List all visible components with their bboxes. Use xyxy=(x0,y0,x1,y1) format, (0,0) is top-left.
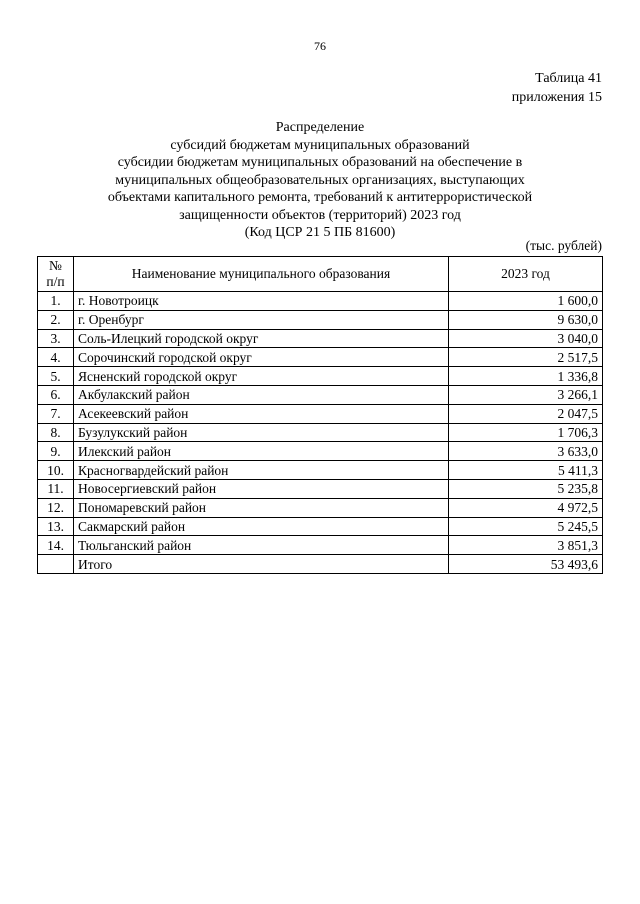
subsidy-amount: 4 972,5 xyxy=(449,498,603,517)
row-number: 11. xyxy=(38,479,74,498)
header-number-symbol: № xyxy=(49,258,62,273)
subsidy-amount: 1 336,8 xyxy=(449,367,603,386)
title-line: Распределение xyxy=(275,120,365,135)
row-number: 3. xyxy=(38,329,74,348)
subsidy-amount: 3 633,0 xyxy=(449,442,603,461)
table-row xyxy=(38,442,603,461)
table-reference xyxy=(512,69,602,107)
table-row xyxy=(38,385,603,404)
table-row xyxy=(38,479,603,498)
table-row xyxy=(38,292,603,311)
subsidy-amount: 2 047,5 xyxy=(449,404,603,423)
row-number: 4. xyxy=(38,348,74,367)
appendix-label: приложения 15 xyxy=(511,90,602,105)
header-number xyxy=(38,257,74,292)
municipality-name: Сорочинский городской округ xyxy=(74,348,449,367)
table-row xyxy=(38,367,603,386)
row-number: 2. xyxy=(38,310,74,329)
municipality-name: Илекский район xyxy=(74,442,449,461)
title-line: субсидий бюджетам муниципальных образований xyxy=(170,137,470,153)
total-label: Итого xyxy=(74,555,449,574)
table-row xyxy=(38,348,603,367)
page-number: 76 xyxy=(314,39,326,53)
title-line: муниципальных общеобразовательных организациях, выступающих xyxy=(115,172,525,188)
title-line: объектами капитального ремонта, требований к антитеррористической xyxy=(107,190,533,205)
table-row xyxy=(38,517,603,536)
document-title xyxy=(37,119,603,242)
header-number-abbrev: п/п xyxy=(46,274,65,289)
total-amount: 53 493,6 xyxy=(449,555,603,574)
table-header-row xyxy=(38,257,603,292)
budget-code-line: (Код ЦСР 21 5 ПБ 81600) xyxy=(244,225,396,240)
municipality-name: Соль-Илецкий городской округ xyxy=(74,329,449,348)
row-number: 9. xyxy=(38,442,74,461)
subsidy-amount: 2 517,5 xyxy=(449,348,603,367)
row-number: 7. xyxy=(38,404,74,423)
table-row xyxy=(38,461,603,480)
subsidy-table xyxy=(37,256,603,574)
subsidy-amount: 5 245,5 xyxy=(449,517,603,536)
municipality-name: Асекеевский район xyxy=(74,404,449,423)
subsidy-amount: 1 706,3 xyxy=(449,423,603,442)
row-number: 10. xyxy=(38,461,74,480)
units-label: (тыс. рублей) xyxy=(525,238,602,253)
table-row xyxy=(38,310,603,329)
row-number: 12. xyxy=(38,498,74,517)
title-line: субсидии бюджетам муниципальных образований на обеспечение в xyxy=(117,155,523,170)
subsidy-amount: 3 851,3 xyxy=(449,536,603,555)
municipality-name: Пономаревский район xyxy=(74,498,449,517)
subsidy-amount: 5 411,3 xyxy=(449,461,603,480)
municipality-name: Новосергиевский район xyxy=(74,479,449,498)
table-row xyxy=(38,329,603,348)
subsidy-amount: 3 040,0 xyxy=(449,329,603,348)
row-number: 1. xyxy=(38,292,74,311)
subsidy-amount: 9 630,0 xyxy=(449,310,603,329)
row-number: 6. xyxy=(38,385,74,404)
table-row xyxy=(38,423,603,442)
header-year: 2023 год xyxy=(449,257,603,292)
total-row-number-cell xyxy=(38,555,74,574)
municipality-name: Ясненский городской округ xyxy=(74,367,449,386)
municipality-name: Акбулакский район xyxy=(74,385,449,404)
municipality-name: Красногвардейский район xyxy=(74,461,449,480)
subsidy-amount: 5 235,8 xyxy=(449,479,603,498)
municipality-name: Тюльганский район xyxy=(74,536,449,555)
subsidy-amount: 3 266,1 xyxy=(449,385,603,404)
title-line: защищенности объектов (территорий) 2023 год xyxy=(179,207,461,223)
row-number: 8. xyxy=(38,423,74,442)
municipality-name: Сакмарский район xyxy=(74,517,449,536)
table-row xyxy=(38,536,603,555)
header-municipality-name: Наименование муниципального образования xyxy=(74,257,449,292)
row-number: 5. xyxy=(38,367,74,386)
table-row xyxy=(38,498,603,517)
table-label: Таблица 41 xyxy=(535,71,602,86)
municipality-name: г. Оренбург xyxy=(74,310,449,329)
row-number: 13. xyxy=(38,517,74,536)
municipality-name: г. Новотроицк xyxy=(74,292,449,311)
row-number: 14. xyxy=(38,536,74,555)
municipality-name: Бузулукский район xyxy=(74,423,449,442)
total-row xyxy=(38,555,603,574)
subsidy-amount: 1 600,0 xyxy=(449,292,603,311)
table-row xyxy=(38,404,603,423)
